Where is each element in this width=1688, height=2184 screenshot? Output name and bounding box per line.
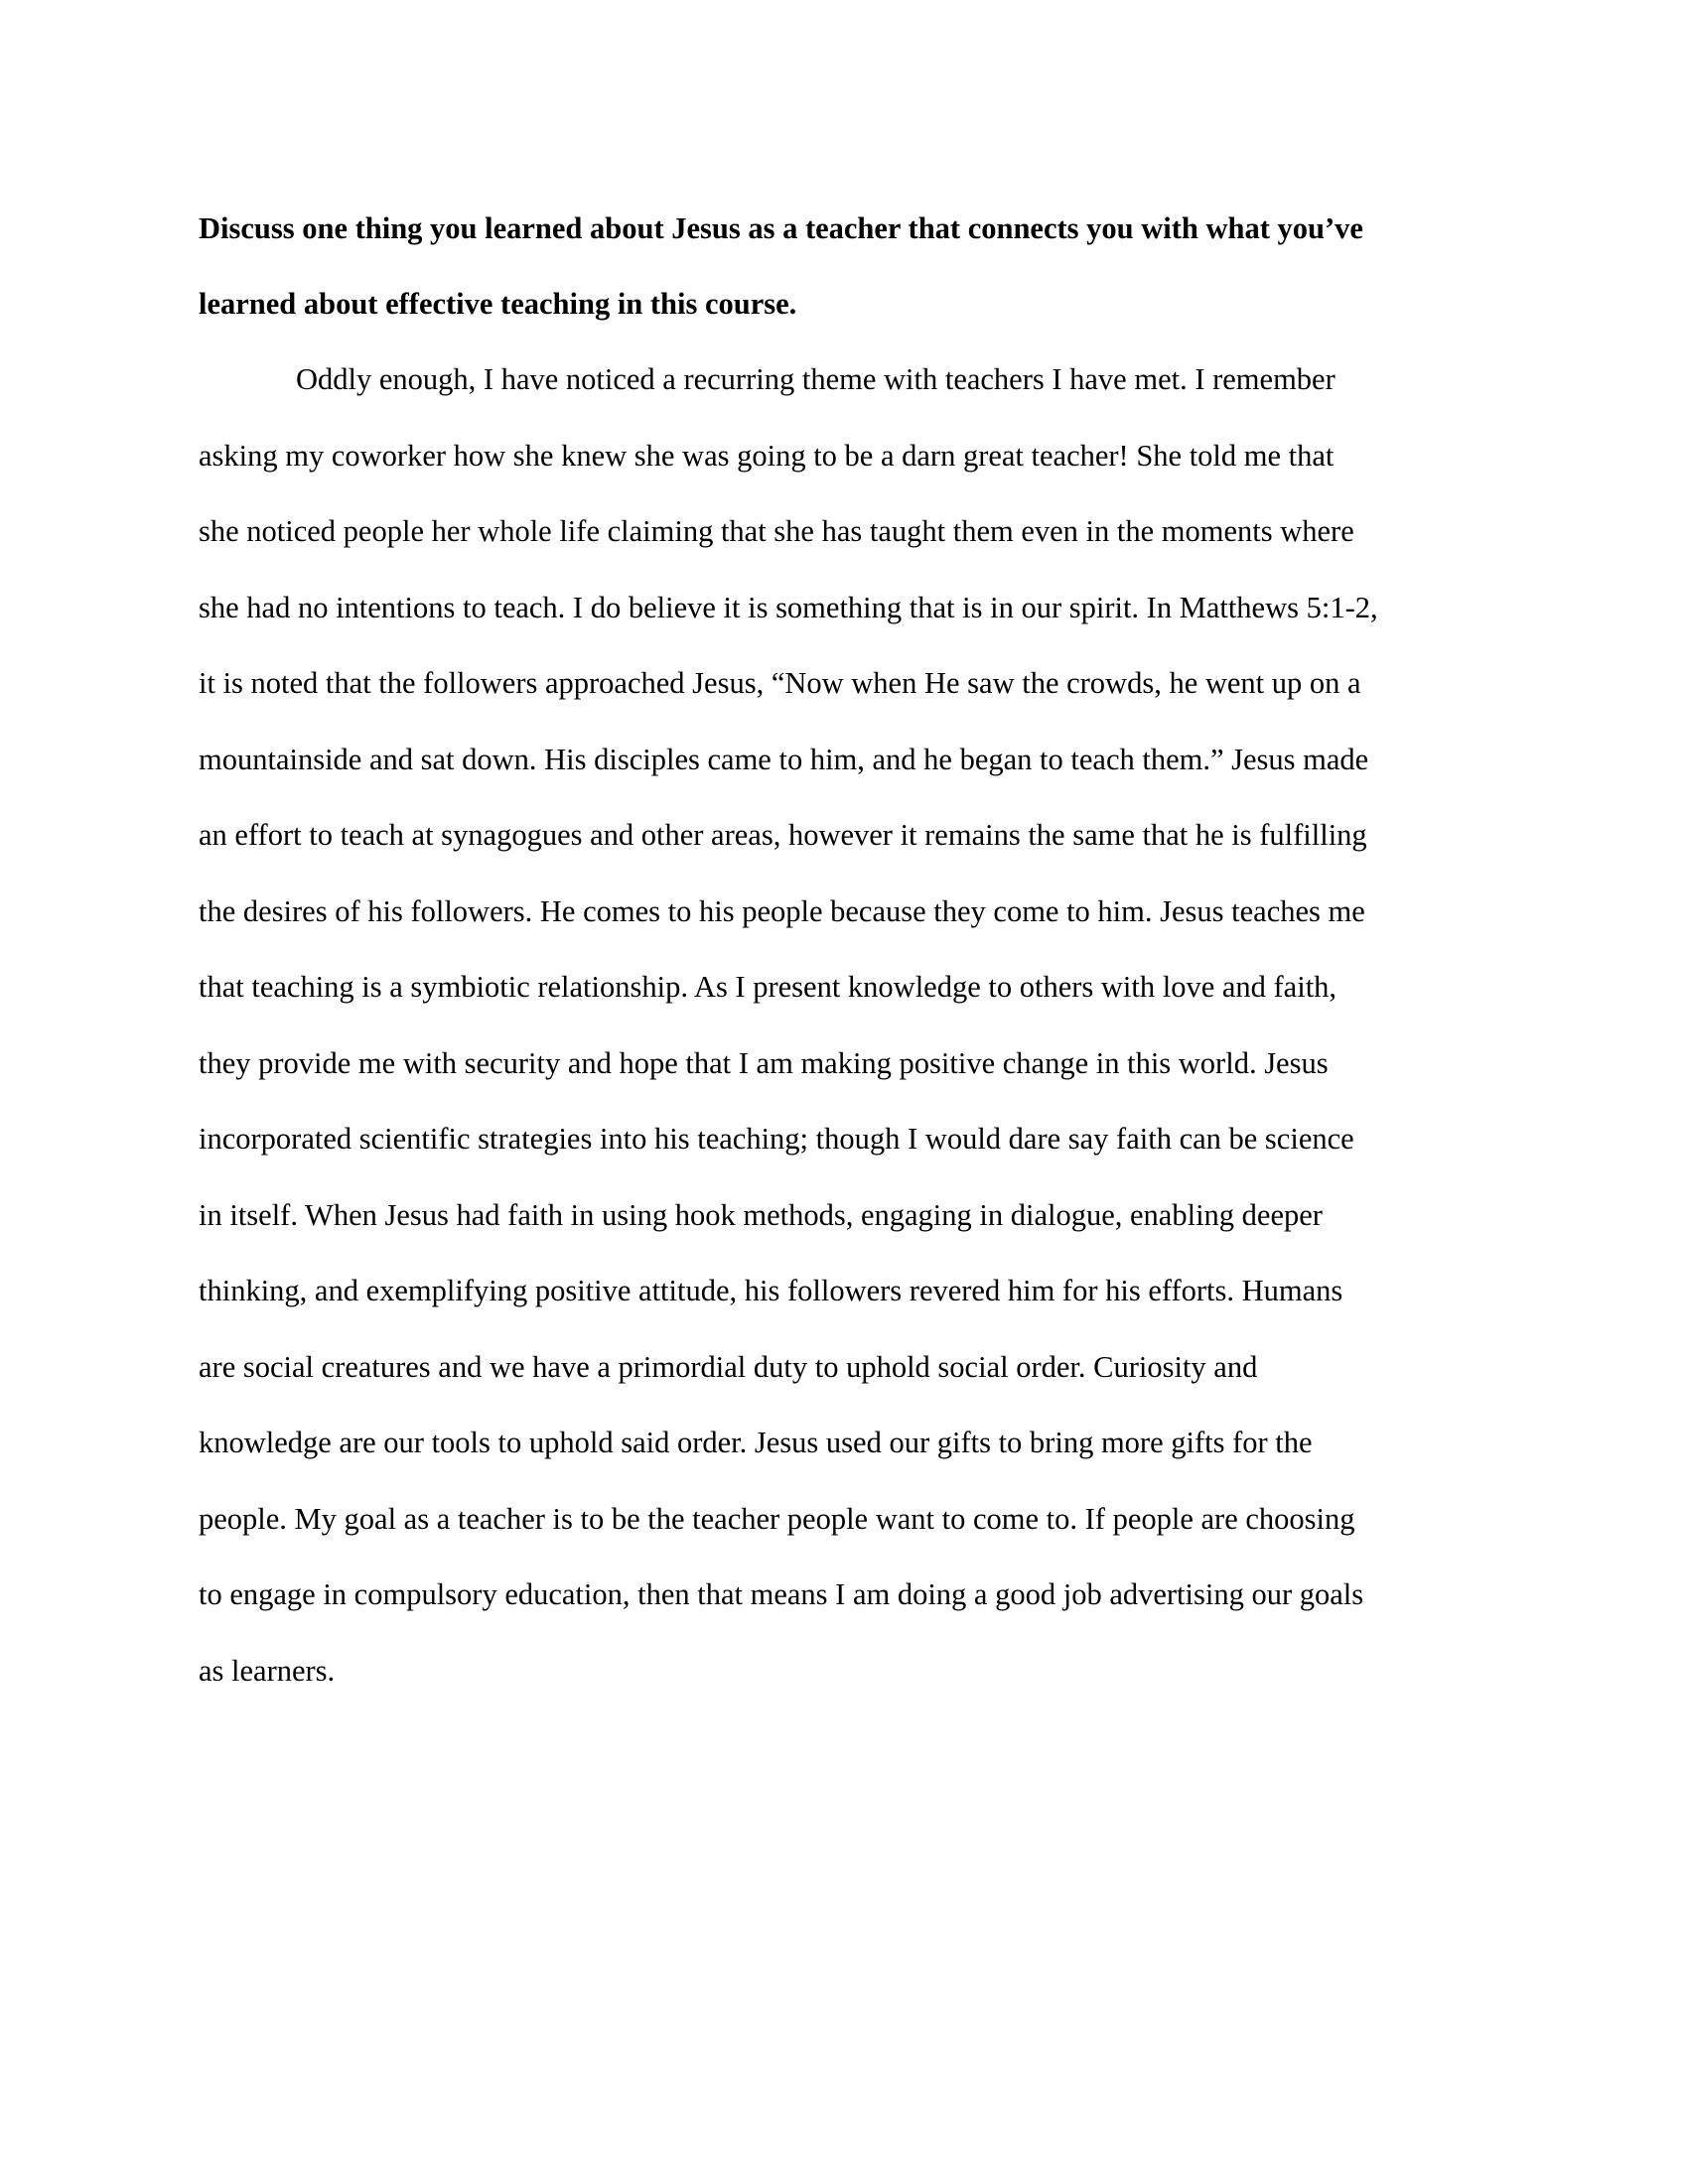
body-paragraph — [199, 341, 1509, 1708]
prompt-line: learned about effective teaching in this course. — [199, 287, 797, 321]
body-line: an effort to teach at synagogues and other areas, however it remains the same that he is fulfilling — [199, 818, 1367, 852]
body-line: the desires of his followers. He comes to his people because they come to him. Jesus teaches me — [199, 893, 1365, 928]
body-line: it is noted that the followers approached Jesus, “Now when He saw the crowds, he went up on a — [199, 666, 1361, 700]
body-line: she noticed people her whole life claiming that she has taught them even in the moments where — [199, 514, 1354, 548]
body-line: thinking, and exemplifying positive attitude, his followers revered him for his efforts. Humans — [199, 1274, 1343, 1307]
body-line: are social creatures and we have a primordial duty to uphold social order. Curiosity and — [199, 1349, 1258, 1384]
body-line: she had no intentions to teach. I do believe it is something that is in our spirit. In Matthews 5:1-2, — [199, 590, 1378, 624]
prompt-line: Discuss one thing you learned about Jesus as a teacher that connects you with what you’ve — [199, 211, 1363, 245]
body-line: people. My goal as a teacher is to be the teacher people want to come to. If people are choosing — [199, 1501, 1355, 1536]
body-line: in itself. When Jesus had faith in using hook methods, engaging in dialogue, enabling deeper — [199, 1197, 1323, 1232]
body-line: they provide me with security and hope that I am making positive change in this world. Jesus — [199, 1045, 1329, 1080]
body-line: incorporated scientific strategies into his teaching; though I would dare say faith can be science — [199, 1122, 1354, 1156]
body-line: mountainside and sat down. His disciples came to him, and he began to teach them.” Jesus made — [199, 742, 1369, 776]
body-line: as learners. — [199, 1653, 336, 1688]
body-line: Oddly enough, I have noticed a recurring theme with teachers I have met. I remember — [296, 362, 1336, 396]
prompt-heading — [199, 191, 1509, 341]
body-line: that teaching is a symbiotic relationship. As I present knowledge to others with love and faith, — [199, 970, 1337, 1004]
body-line: to engage in compulsory education, then that means I am doing a good job advertising our goals — [199, 1577, 1364, 1611]
body-line: asking my coworker how she knew she was going to be a darn great teacher! She told me that — [199, 438, 1335, 473]
body-line: knowledge are our tools to uphold said order. Jesus used our gifts to bring more gifts for the — [199, 1426, 1313, 1459]
